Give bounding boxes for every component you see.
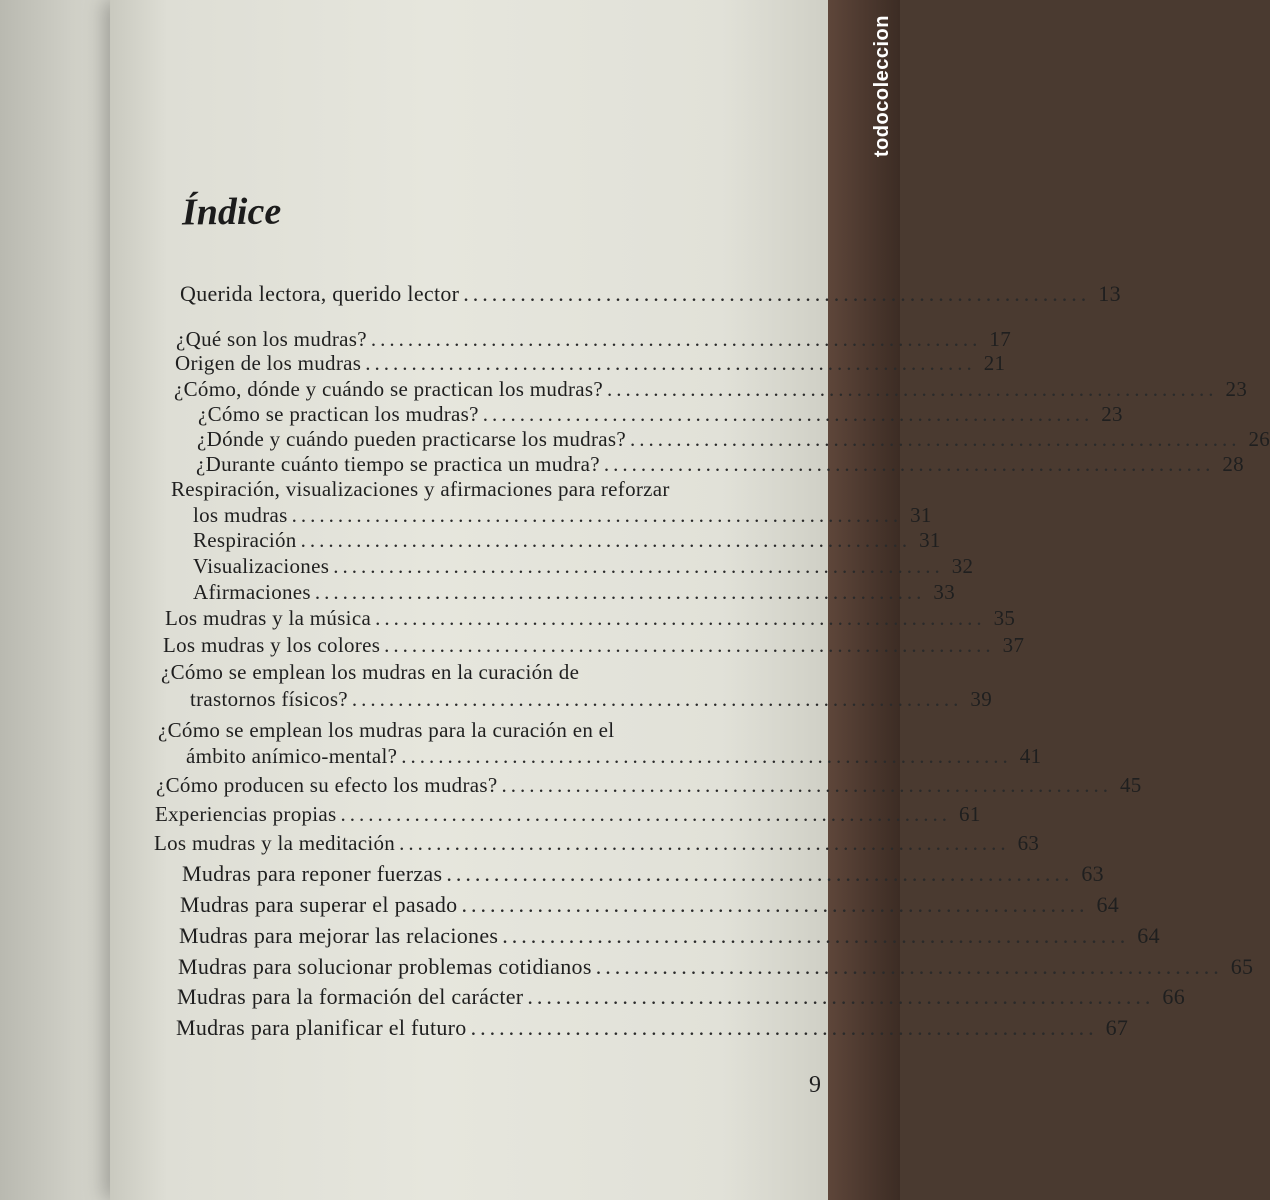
toc-entry bbox=[179, 923, 1160, 949]
toc-entry bbox=[180, 281, 1121, 307]
leader-dots: .................................................................. bbox=[384, 633, 995, 657]
toc-entry-text: Origen de los mudras bbox=[175, 351, 362, 375]
toc-entry bbox=[174, 377, 1248, 403]
leader-dots: .................................................................. bbox=[340, 802, 952, 826]
toc-entry-text: ¿Cómo se emplean los mudras en la curación de bbox=[161, 660, 580, 684]
toc-entry bbox=[193, 528, 941, 554]
toc-entry-text: Los mudras y los colores bbox=[163, 633, 381, 657]
toc-entry bbox=[176, 1015, 1129, 1041]
toc-entry bbox=[193, 503, 932, 529]
leader-dots: .................................................................. bbox=[314, 580, 926, 604]
toc-entry-text: Mudras para reponer fuerzas bbox=[182, 861, 443, 886]
toc-entry-page: 67 bbox=[1105, 1015, 1129, 1040]
leader-dots: .................................................................. bbox=[501, 773, 1112, 797]
toc-entry-text: Mudras para planificar el futuro bbox=[176, 1015, 467, 1040]
leader-dots: .................................................................. bbox=[300, 528, 912, 552]
toc-entry-page: 17 bbox=[989, 327, 1011, 351]
toc-entry bbox=[154, 831, 1040, 857]
leader-dots: .................................................................. bbox=[470, 1015, 1098, 1040]
toc-entry-text: Visualizaciones bbox=[193, 554, 330, 578]
toc-entry-page: 61 bbox=[959, 802, 981, 826]
leader-dots: .................................................................. bbox=[365, 351, 976, 375]
leader-dots: .................................................................. bbox=[527, 984, 1155, 1009]
toc-entry-text: ¿Durante cuánto tiempo se practica un mudra? bbox=[196, 452, 600, 476]
toc-entry bbox=[155, 802, 981, 828]
toc-entry-page: 31 bbox=[919, 528, 941, 552]
toc-entry-text: Los mudras y la meditación bbox=[154, 831, 396, 855]
leader-dots: .................................................................. bbox=[461, 892, 1089, 917]
leader-dots: .................................................................. bbox=[463, 281, 1091, 306]
leader-dots: .................................................................. bbox=[291, 503, 903, 527]
leader-dots: .................................................................. bbox=[333, 554, 944, 578]
toc-entry bbox=[165, 606, 1016, 632]
toc-entry-text: ¿Cómo se emplean los mudras para la curación en el bbox=[158, 718, 615, 742]
toc-entry-text: Los mudras y la música bbox=[165, 606, 372, 630]
toc-entry-text: ¿Dónde y cuándo pueden practicarse los mudras? bbox=[197, 427, 626, 451]
leader-dots: .................................................................. bbox=[603, 452, 1215, 476]
toc-entry-text: Mudras para mejorar las relaciones bbox=[179, 923, 499, 948]
toc-entry-page: 13 bbox=[1098, 281, 1121, 306]
toc-entry-page: 65 bbox=[1230, 954, 1254, 979]
leader-dots: .................................................................. bbox=[607, 377, 1218, 401]
leader-dots: .................................................................. bbox=[375, 606, 986, 630]
toc-entry-text: ¿Cómo, dónde y cuándo se practican los mudras? bbox=[174, 377, 604, 401]
toc-entry-page: 31 bbox=[910, 503, 932, 527]
toc-entry-text: ¿Qué son los mudras? bbox=[176, 327, 367, 351]
toc-entry-page: 45 bbox=[1119, 773, 1142, 797]
page-title: Índice bbox=[181, 190, 282, 234]
toc-entry-page: 23 bbox=[1225, 377, 1248, 401]
page-number: 9 bbox=[809, 1072, 821, 1098]
toc-entry-page: 63 bbox=[1081, 861, 1104, 886]
toc-entry-text: Querida lectora, querido lector bbox=[180, 281, 460, 306]
toc-entry bbox=[182, 861, 1104, 887]
toc-entry bbox=[193, 554, 974, 580]
toc-entry bbox=[186, 744, 1042, 770]
leader-dots: .................................................................. bbox=[401, 744, 1012, 768]
toc-entry-page: 64 bbox=[1096, 892, 1120, 917]
toc-entry-text: Mudras para superar el pasado bbox=[180, 892, 458, 917]
toc-entry-page: 66 bbox=[1162, 984, 1186, 1009]
toc-entry bbox=[196, 452, 1244, 478]
toc-entry-text: Mudras para solucionar problemas cotidianos bbox=[178, 954, 592, 979]
leader-dots: .................................................................. bbox=[502, 923, 1130, 948]
toc-entry-text: Mudras para la formación del carácter bbox=[177, 984, 524, 1009]
toc-entry bbox=[180, 892, 1120, 918]
toc-entry-page: 63 bbox=[1017, 831, 1040, 855]
toc-entry-page: 64 bbox=[1137, 923, 1160, 948]
toc-entry-page: 26 bbox=[1248, 427, 1270, 451]
toc-entry bbox=[176, 327, 1011, 353]
toc-entry-text: Experiencias propias bbox=[155, 802, 337, 826]
toc-entry-text: Respiración, visualizaciones y afirmaciones para reforzar bbox=[171, 477, 670, 501]
toc-entry-page: 37 bbox=[1002, 633, 1025, 657]
toc-entry bbox=[161, 660, 761, 686]
leader-dots: .................................................................. bbox=[351, 687, 963, 711]
toc-entry-page: 39 bbox=[970, 687, 993, 711]
leader-dots: .................................................................. bbox=[370, 327, 982, 351]
toc-entry-text: Respiración bbox=[193, 528, 297, 552]
toc-entry-text: ¿Cómo se practican los mudras? bbox=[198, 402, 479, 426]
watermark: todocoleccion bbox=[871, 15, 893, 158]
toc-entry-text: los mudras bbox=[193, 503, 288, 527]
toc-entry bbox=[177, 984, 1186, 1010]
toc-entry-text: ámbito anímico-mental? bbox=[186, 744, 398, 768]
leader-dots: .................................................................. bbox=[482, 402, 1094, 426]
toc-entry-text: trastornos físicos? bbox=[190, 687, 348, 711]
toc-entry-page: 41 bbox=[1019, 744, 1042, 768]
leader-dots: .................................................................. bbox=[399, 831, 1010, 855]
toc-entry-text: ¿Cómo producen su efecto los mudras? bbox=[156, 773, 498, 797]
toc-entry bbox=[156, 773, 1142, 799]
toc-entry-page: 21 bbox=[983, 351, 1006, 375]
leader-dots: .................................................................. bbox=[629, 427, 1241, 451]
leader-dots: .................................................................. bbox=[446, 861, 1074, 886]
toc-entry bbox=[175, 351, 1006, 377]
toc-entry-page: 35 bbox=[993, 606, 1016, 630]
toc-entry-page: 23 bbox=[1101, 402, 1123, 426]
toc-entry bbox=[190, 687, 993, 713]
toc-entry bbox=[193, 580, 955, 606]
toc-entry-page: 33 bbox=[933, 580, 955, 604]
toc-entry-page: 32 bbox=[951, 554, 974, 578]
toc-entry bbox=[158, 718, 798, 744]
leader-dots: .................................................................. bbox=[595, 954, 1223, 979]
toc-entry bbox=[197, 427, 1270, 453]
toc-entry bbox=[178, 954, 1254, 980]
toc-entry-page: 28 bbox=[1222, 452, 1244, 476]
toc-entry bbox=[163, 633, 1025, 659]
toc-entry bbox=[198, 402, 1123, 428]
toc-entry bbox=[171, 477, 771, 503]
toc-entry-text: Afirmaciones bbox=[193, 580, 311, 604]
